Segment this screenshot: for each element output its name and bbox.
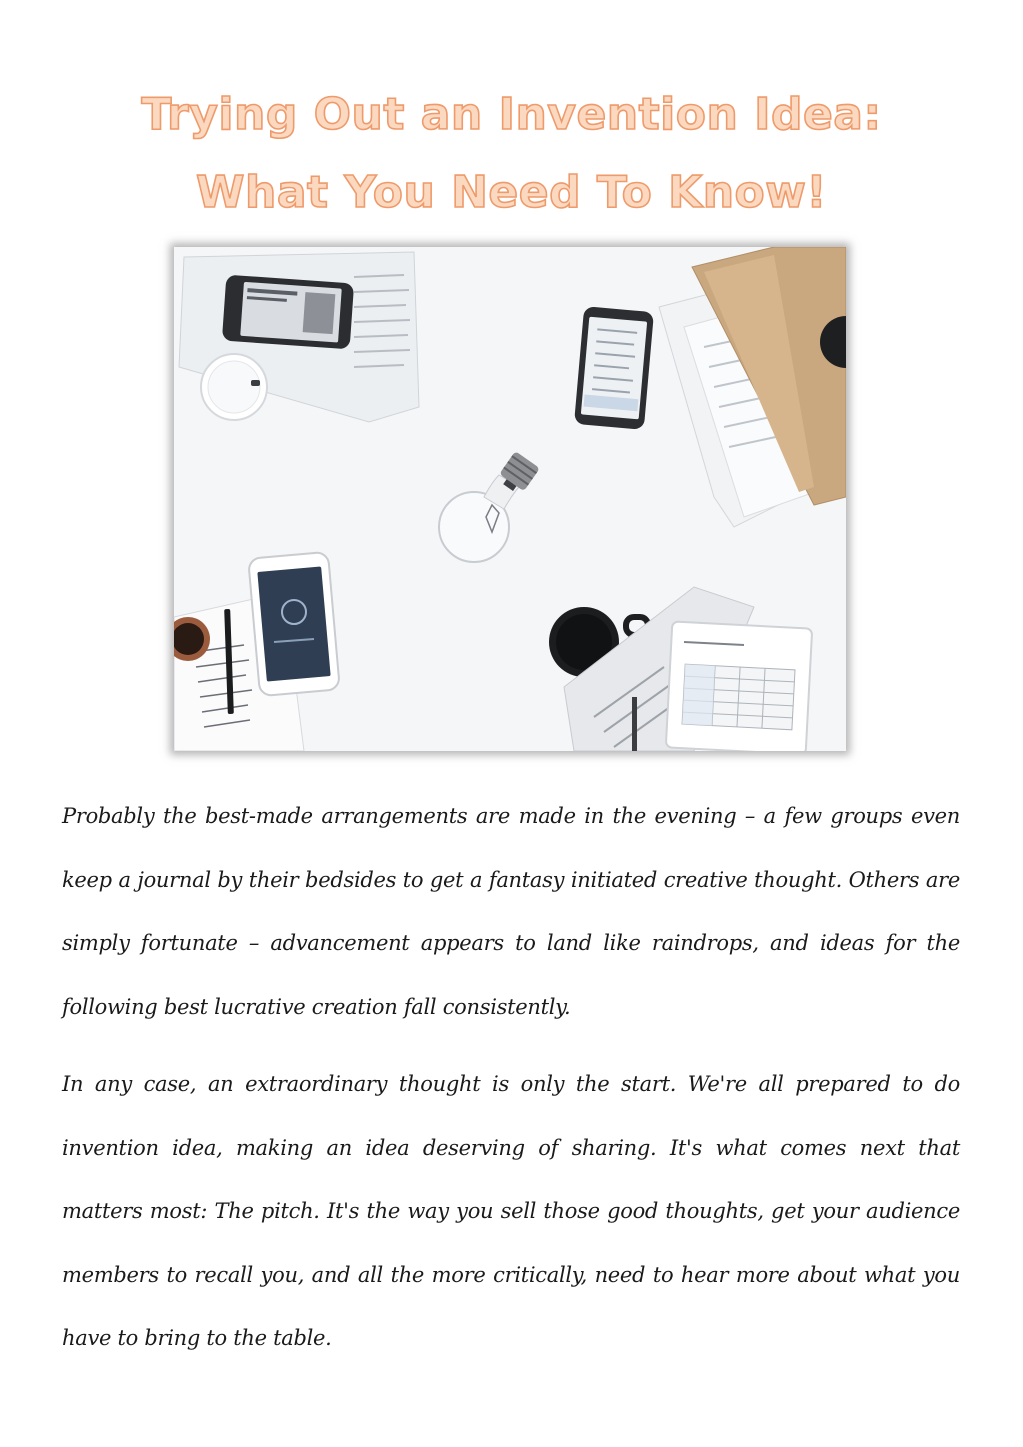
phone-bottom-left <box>248 552 340 696</box>
desk-photo <box>174 247 846 751</box>
page-title <box>0 76 1023 232</box>
article-paragraph-2: In any case, an extraordinary thought is only the start. We're all prepared to do invention idea, making an idea deserving of sharing. It's what comes next that matters most: The pitch. It's the way you sell those good thoughts, get your audience members to recall you, and all the more critically, need to hear more about what you have to bring to the table. <box>62 1072 960 1350</box>
title-line-1: Trying Out an Invention Idea: <box>141 89 882 140</box>
phone-top-left <box>222 275 354 350</box>
phone-top-center <box>574 306 654 430</box>
title-line-2: What You Need To Know! <box>196 167 827 218</box>
article-paragraph-1: Probably the best-made arrangements are made in the evening – a few groups even keep a journal by their bedsides to get a fantasy initiated creative thought. Others are simply fortunate – advancement appears to land like raindrops, and ideas for the following best lucrative creation fall consistently. <box>62 804 960 1019</box>
coffee-cup-white <box>201 354 267 420</box>
